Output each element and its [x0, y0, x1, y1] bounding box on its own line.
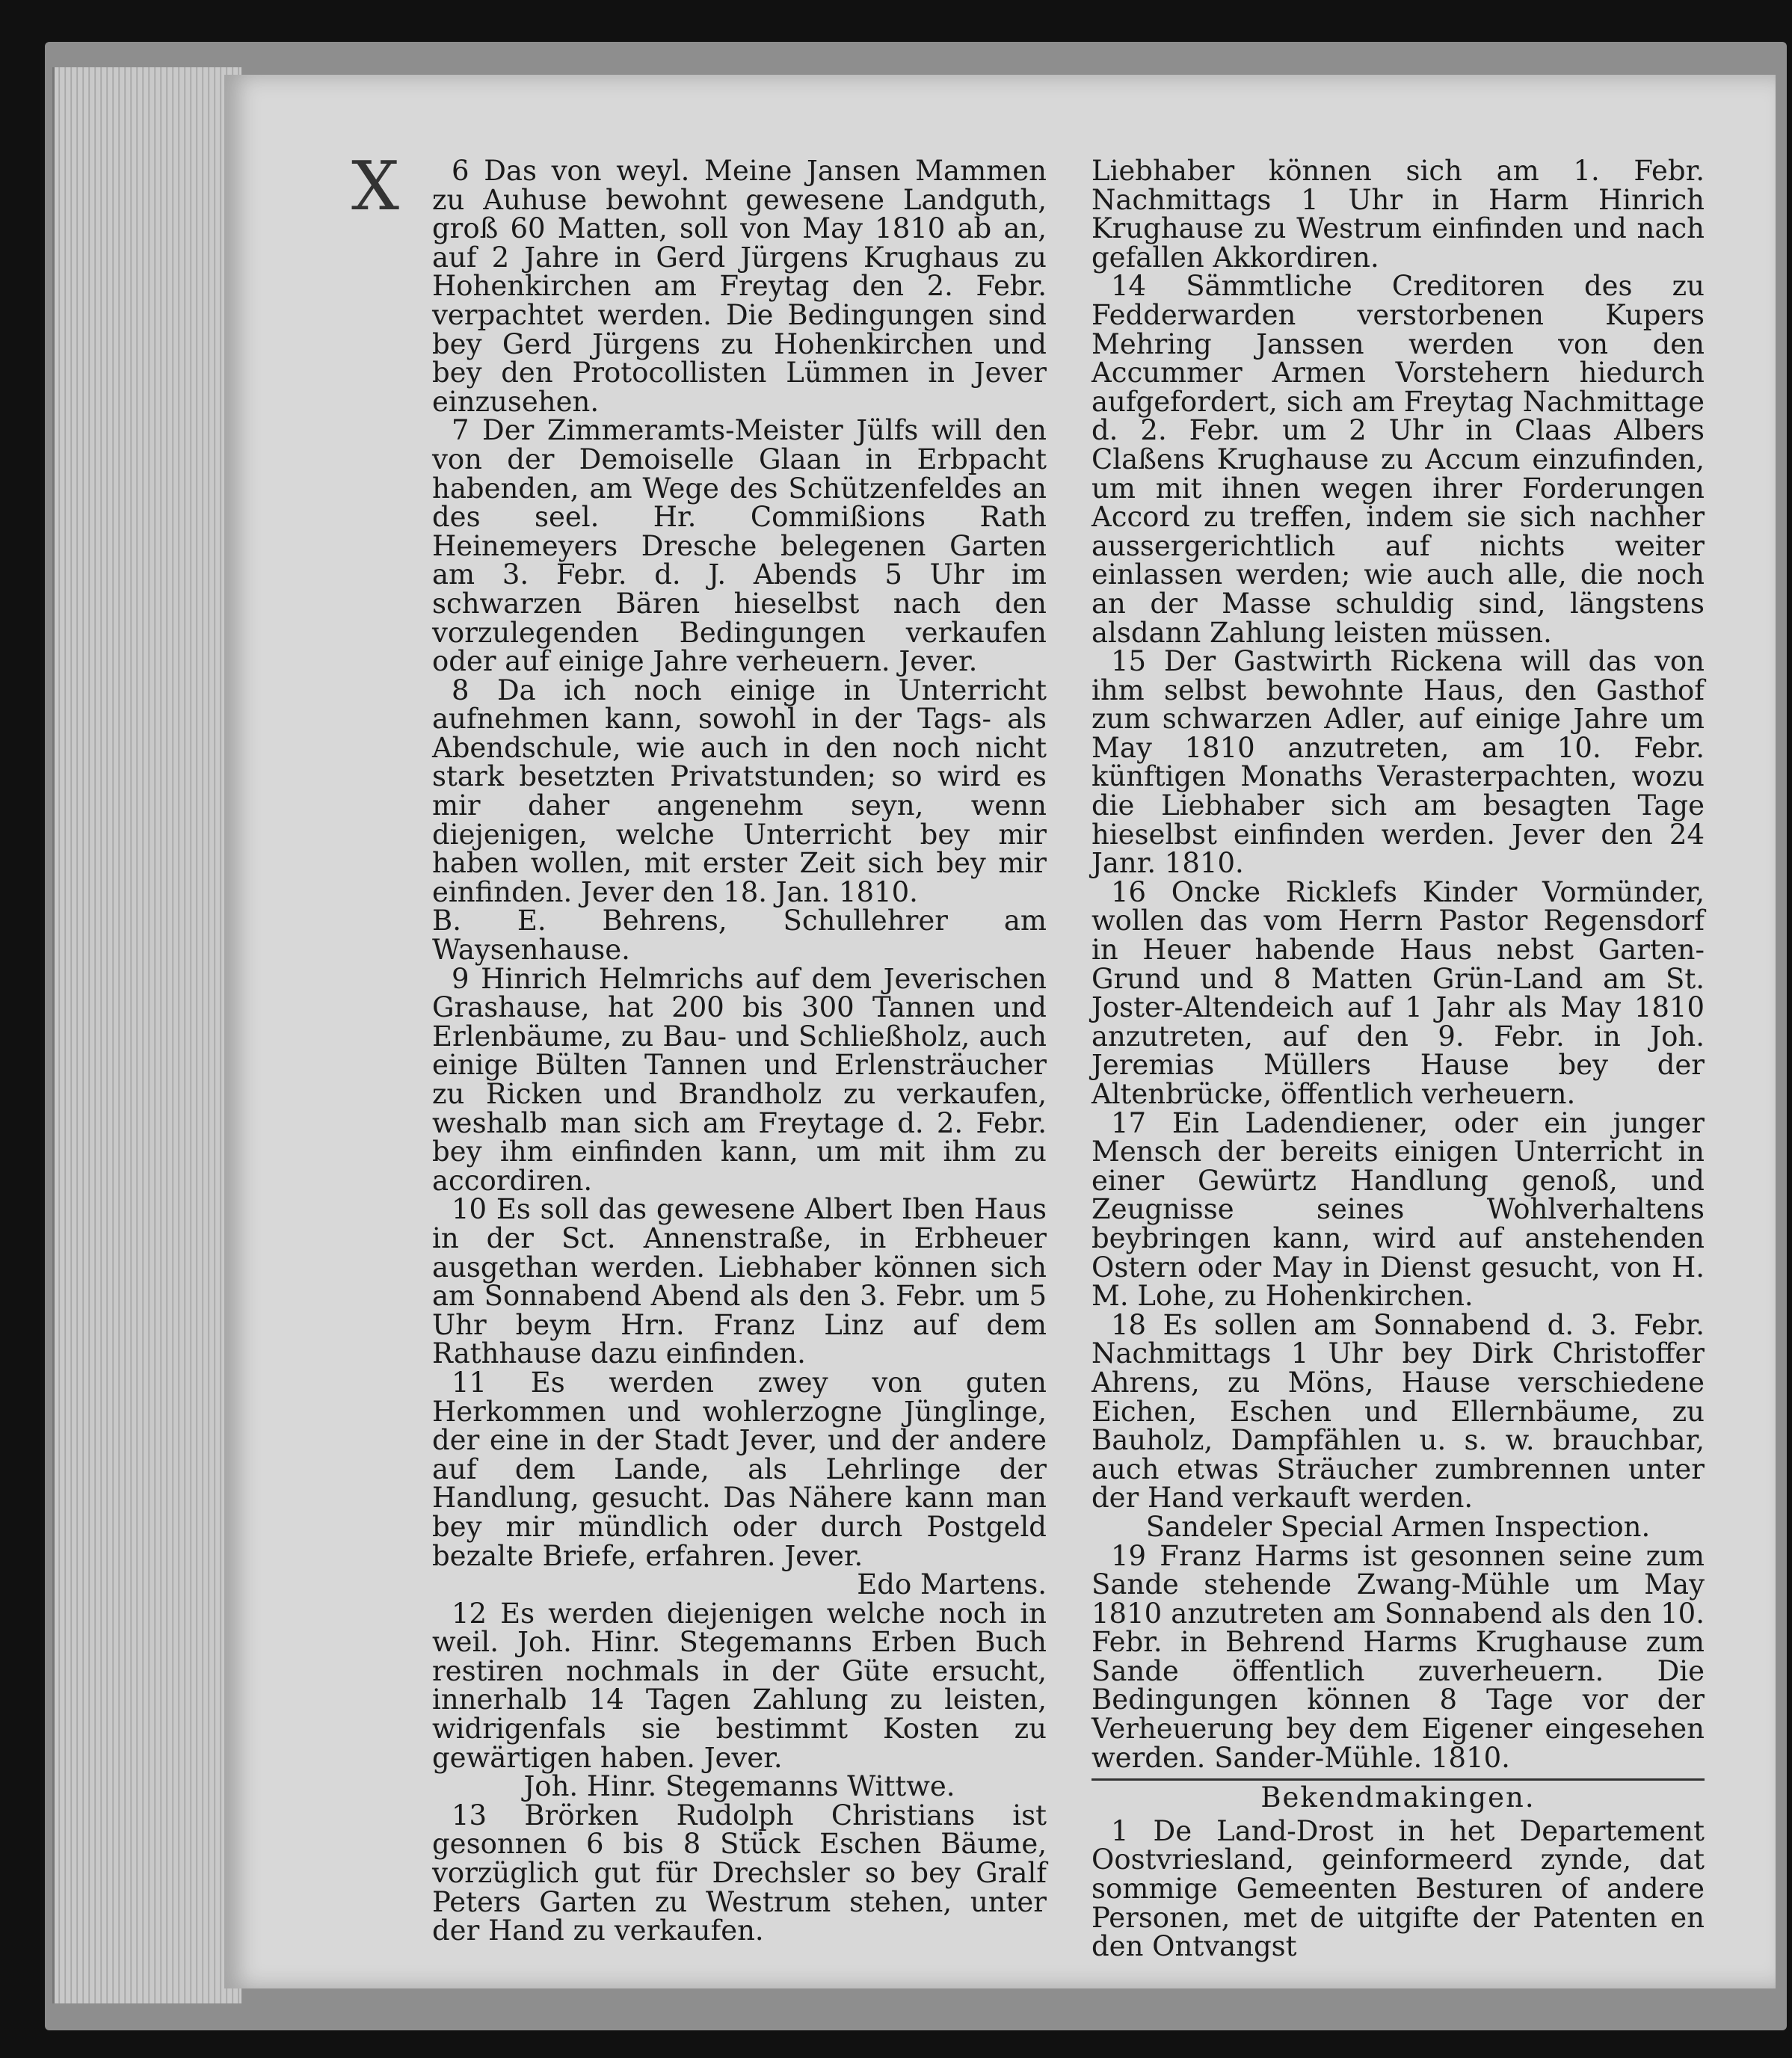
- announcement-13: 13 Brörken Rudolph Christians ist gesonnen 6 bis 8 Stück Eschen Bäume, vorzüglich gut für Drechsler so bey Gralf Peters Garten zu Westrum stehen, unter der Hand zu verkaufen.: [432, 1799, 1047, 1947]
- section-heading: Bekendmakingen.: [1260, 1781, 1536, 1814]
- announcement-7: 7 Der Zimmeramts-Meister Jülfs will den von der Demoiselle Glaan in Erbpacht habenden, am Wege des Schützenfeldes an des seel. Hr. Commißions Rath Heinemeyers Dresche belegenen Garten am 3. Febr. d. J. Abends 5 Uhr im schwarzen Bären hieselbst nach den vorzulegenden Bedingungen verkaufen oder auf einige Jahre verheuern. Jever.: [432, 414, 1047, 678]
- signature-martens: Edo Martens.: [857, 1568, 1047, 1601]
- announcement-15: 15 Der Gastwirth Rickena will das von ihm selbst bewohnte Haus, den Gasthof zum schwarzen Adler, auf einige Jahre um May 1810 anzutreten, am 10. Febr. künftigen Monaths Verasterpachten, wozu die Liebhaber sich am besagten Tage hieselbst einfinden werden. Jever den 24 Janr. 1810.: [1091, 645, 1705, 880]
- announcement-17: 17 Ein Ladendiener, oder ein junger Mensch der bereits einigen Unterricht in einer Gewürtz Handlung genoß, und Zeugnisse seines Wohlverhaltens beybringen kann, wird auf anstehenden Ostern oder May in Dienst gesucht, von H. M. Lohe, zu Hohenkirchen.: [1091, 1106, 1705, 1313]
- page-stack-edge: [52, 67, 241, 2003]
- announcement-11: 11 Es werden zwey von guten Herkommen und wohlerzogne Jünglinge, der eine in der Stadt Jever, und der andere auf dem Lande, als Lehrlinge der Handlung, gesucht. Das Nähere kann man bey mir mündlich oder durch Postgeld bezalte Briefe, erfahren. Jever.: [432, 1366, 1047, 1572]
- bekendmaking-1: 1 De Land-Drost in het Departement Oostvriesland, geinformeerd zynde, dat sommige Gemeenten Besturen of andere Personen, met de uitgifte der Patenten en den Ontvangst: [1091, 1814, 1705, 1963]
- margin-cross-mark: X: [351, 147, 400, 226]
- announcement-12: 12 Es werden diejenigen welche noch in weil. Joh. Hinr. Stegemanns Erben Buch restiren nochmals in der Güte ersucht, innerhalb 14 Tagen Zahlung zu leisten, widrigenfals sie bestimmt Kosten zu gewärtigen haben. Jever.: [432, 1597, 1047, 1774]
- announcement-6: 6 Das von weyl. Meine Jansen Mammen zu Auhuse bewohnt gewesene Landguth, groß 60 Matten, soll von May 1810 ab an, auf 2 Jahre in Gerd Jürgens Krughaus zu Hohenkirchen am Freytag den 2. Febr. verpachtet werden. Die Bedingungen sind bey Gerd Jürgens zu Hohenkirchen und bey den Protocollisten Lümmen in Jever einzusehen.: [432, 155, 1047, 418]
- left-column: [432, 157, 1047, 1946]
- announcement-14: 14 Sämmtliche Creditoren des zu Fedderwarden verstorbenen Kupers Mehring Janssen werden von den Accummer Armen Vorstehern hiedurch aufgefordert, sich am Freytag Nachmittage d. 2. Febr. um 2 Uhr in Claas Albers Claßens Krughause zu Accum einzufinden, um mit ihnen wegen ihrer Forderungen Accord zu treffen, indem sie sich nachher aussergerichtlich auf nichts weiter einlassen werden; wie auch alle, die noch an der Masse schuldig sind, längstens alsdann Zahlung leisten müssen.: [1091, 270, 1705, 649]
- announcement-9: 9 Hinrich Helmrichs auf dem Jeverischen Grashause, hat 200 bis 300 Tannen und Erlenbäume, zu Bau- und Schließholz, auch einige Bülten Tannen und Erlensträucher zu Ricken und Brandholz zu verkaufen, weshalb man sich am Freytage d. 2. Febr. bey ihm einfinden kann, um mit ihm zu accordiren.: [432, 962, 1047, 1197]
- announcement-8: 8 Da ich noch einige in Unterricht aufnehmen kann, sowohl in der Tags- als Abendschule, wie auch in den noch nicht stark besetzten Privatstunden; so wird es mir daher angenehm seyn, wenn diejenigen, welche Unterricht bey mir haben wollen, mit erster Zeit sich bey mir einfinden. Jever den 18. Jan. 1810.: [432, 674, 1047, 908]
- signature-behrens: B. E. Behrens, Schullehrer am Waysenhause.: [432, 905, 1047, 967]
- announcement-18: 18 Es sollen am Sonnabend d. 3. Febr. Nachmittags 1 Uhr bey Dirk Christoffer Ahrens, zu Möns, Hause verschiedene Eichen, Eschen und Ellernbäume, zu Bauholz, Dampfählen u. s. w. brauchbar, auch etwas Sträucher zumbrennen unter der Hand verkauft werden.: [1091, 1308, 1705, 1515]
- announcement-19: 19 Franz Harms ist gesonnen seine zum Sande stehende Zwang-Mühle um May 1810 anzutreten am Sonnabend als den 10. Febr. in Behrend Harms Krughause zum Sande öffentlich zuverheuern. Die Bedingungen können 8 Tage vor der Verheuerung bey dem Eigener eingesehen werden. Sander-Mühle. 1810.: [1091, 1539, 1705, 1774]
- signature-sandeler: Sandeler Special Armen Inspection.: [1145, 1510, 1651, 1543]
- announcement-16: 16 Oncke Ricklefs Kinder Vormünder, wollen das vom Herrn Pastor Regensdorf in Heuer habende Haus nebst Garten-Grund und 8 Matten Grün-Land am St. Joster-Altendeich auf 1 Jahr als May 1810 anzutreten, auf den 9. Febr. in Joh. Jeremias Müllers Hause bey der Altenbrücke, öffentlich verheuern.: [1091, 875, 1705, 1110]
- announcement-10: 10 Es soll das gewesene Albert Iben Haus in der Sct. Annenstraße, in Erbheuer ausgethan werden. Liebhaber können sich am Sonnabend Abend als den 3. Febr. um 5 Uhr beym Hrn. Franz Linz auf dem Rathhause dazu einfinden.: [432, 1193, 1047, 1370]
- right-column: [1091, 157, 1705, 1962]
- section-divider: [1091, 1778, 1705, 1781]
- announcement-13-continued: Liebhaber können sich am 1. Febr. Nachmittags 1 Uhr in Harm Hinrich Krughause zu Westrum einfinden und nach gefallen Akkordiren.: [1091, 155, 1705, 274]
- signature-stegemann: Joh. Hinr. Stegemanns Wittwe.: [523, 1770, 955, 1803]
